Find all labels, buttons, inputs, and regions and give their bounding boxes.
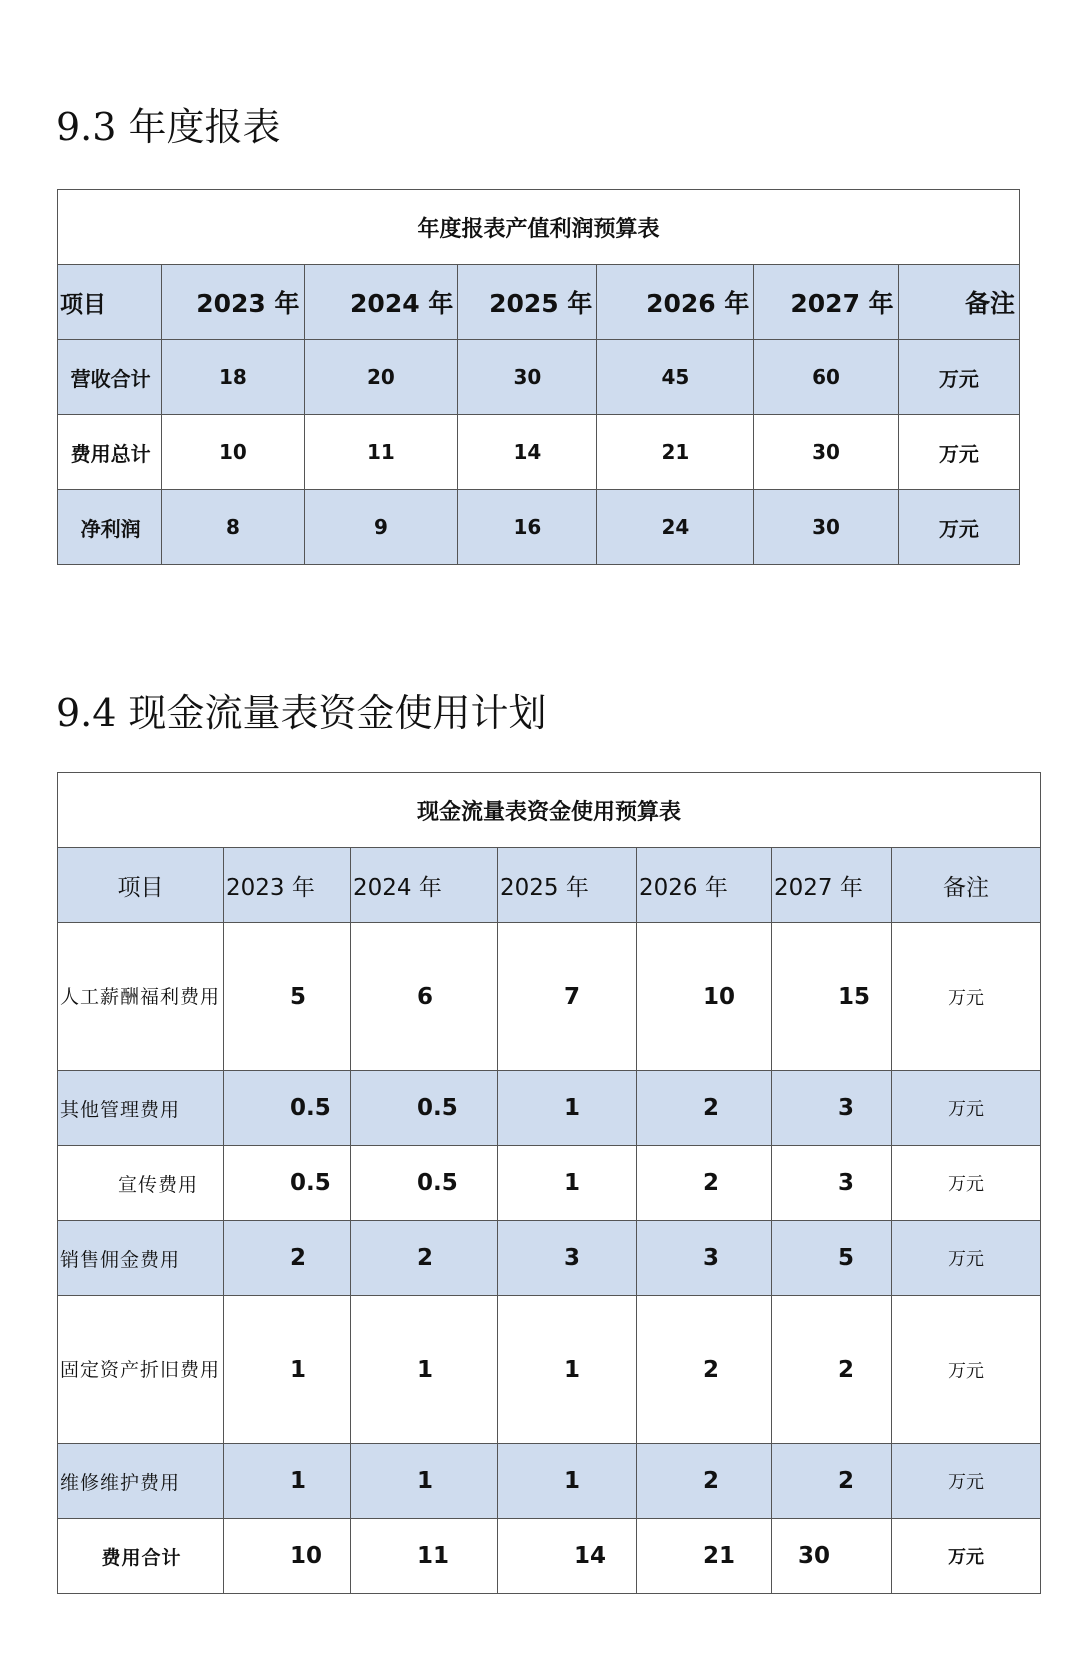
value-cell: 15 — [772, 923, 892, 1071]
value-cell: 9 — [304, 490, 458, 565]
value-cell: 11 — [351, 1519, 498, 1594]
table-row — [58, 415, 1020, 490]
unit-cell: 万元 — [892, 923, 1041, 1071]
value-cell: 2 — [637, 1071, 772, 1146]
table-row — [58, 1146, 1041, 1221]
table-title: 现金流量表资金使用预算表 — [58, 773, 1041, 848]
header-cell: 2026 年 — [637, 848, 772, 923]
value-cell: 1 — [498, 1146, 637, 1221]
header-cell: 2025 年 — [458, 265, 597, 340]
value-cell: 10 — [162, 415, 304, 490]
value-cell: 10 — [637, 923, 772, 1071]
value-cell: 8 — [162, 490, 304, 565]
value-cell: 0.5 — [224, 1146, 351, 1221]
table-row — [58, 340, 1020, 415]
value-cell: 21 — [597, 415, 754, 490]
unit-cell: 万元 — [898, 490, 1019, 565]
row-label: 净利润 — [58, 490, 162, 565]
unit-cell: 万元 — [898, 415, 1019, 490]
value-cell: 5 — [224, 923, 351, 1071]
table-row — [58, 1296, 1041, 1444]
row-label: 人工薪酬福利费用 — [58, 923, 224, 1071]
value-cell: 14 — [498, 1519, 637, 1594]
section-heading-annual-report: 9.3 年度报表 — [56, 105, 281, 149]
row-label: 费用合计 — [58, 1519, 224, 1594]
table-header-row — [58, 848, 1041, 923]
value-cell: 21 — [637, 1519, 772, 1594]
header-cell: 项目 — [58, 848, 224, 923]
unit-cell: 万元 — [892, 1146, 1041, 1221]
cash-flow-budget-table — [57, 772, 1041, 1594]
value-cell: 20 — [304, 340, 458, 415]
unit-cell: 万元 — [892, 1296, 1041, 1444]
annual-budget-table — [57, 189, 1020, 565]
value-cell: 24 — [597, 490, 754, 565]
value-cell: 2 — [224, 1221, 351, 1296]
header-cell: 2023 年 — [224, 848, 351, 923]
value-cell: 3 — [772, 1071, 892, 1146]
table-row — [58, 1071, 1041, 1146]
table-title: 年度报表产值利润预算表 — [58, 190, 1020, 265]
row-label: 宣传费用 — [58, 1146, 224, 1221]
header-cell: 2027 年 — [754, 265, 898, 340]
value-cell: 30 — [754, 490, 898, 565]
table-row — [58, 1444, 1041, 1519]
value-cell: 3 — [772, 1146, 892, 1221]
header-cell: 2027 年 — [772, 848, 892, 923]
header-cell: 2024 年 — [304, 265, 458, 340]
row-label: 维修维护费用 — [58, 1444, 224, 1519]
value-cell: 60 — [754, 340, 898, 415]
value-cell: 45 — [597, 340, 754, 415]
value-cell: 1 — [224, 1444, 351, 1519]
header-cell: 2025 年 — [498, 848, 637, 923]
table-row — [58, 490, 1020, 565]
unit-cell: 万元 — [898, 340, 1019, 415]
value-cell: 1 — [224, 1296, 351, 1444]
table-row-total — [58, 1519, 1041, 1594]
row-label: 营收合计 — [58, 340, 162, 415]
value-cell: 16 — [458, 490, 597, 565]
value-cell: 11 — [304, 415, 458, 490]
value-cell: 2 — [351, 1221, 498, 1296]
row-label: 费用总计 — [58, 415, 162, 490]
value-cell: 2 — [772, 1296, 892, 1444]
header-cell: 项目 — [58, 265, 162, 340]
value-cell: 0.5 — [224, 1071, 351, 1146]
value-cell: 18 — [162, 340, 304, 415]
header-cell: 备注 — [892, 848, 1041, 923]
value-cell: 1 — [498, 1071, 637, 1146]
row-label: 销售佣金费用 — [58, 1221, 224, 1296]
unit-cell: 万元 — [892, 1444, 1041, 1519]
value-cell: 3 — [498, 1221, 637, 1296]
unit-cell: 万元 — [892, 1071, 1041, 1146]
value-cell: 1 — [498, 1296, 637, 1444]
value-cell: 1 — [351, 1296, 498, 1444]
table-header-row — [58, 265, 1020, 340]
value-cell: 1 — [351, 1444, 498, 1519]
unit-cell: 万元 — [892, 1221, 1041, 1296]
value-cell: 2 — [637, 1296, 772, 1444]
header-cell: 备注 — [898, 265, 1019, 340]
table-row — [58, 923, 1041, 1071]
value-cell: 0.5 — [351, 1071, 498, 1146]
value-cell: 30 — [772, 1519, 892, 1594]
header-cell: 2023 年 — [162, 265, 304, 340]
value-cell: 5 — [772, 1221, 892, 1296]
value-cell: 1 — [498, 1444, 637, 1519]
unit-cell: 万元 — [892, 1519, 1041, 1594]
value-cell: 30 — [754, 415, 898, 490]
value-cell: 2 — [637, 1146, 772, 1221]
row-label: 固定资产折旧费用 — [58, 1296, 224, 1444]
value-cell: 10 — [224, 1519, 351, 1594]
value-cell: 6 — [351, 923, 498, 1071]
row-label: 其他管理费用 — [58, 1071, 224, 1146]
value-cell: 3 — [637, 1221, 772, 1296]
value-cell: 14 — [458, 415, 597, 490]
value-cell: 2 — [772, 1444, 892, 1519]
value-cell: 0.5 — [351, 1146, 498, 1221]
value-cell: 30 — [458, 340, 597, 415]
header-cell: 2026 年 — [597, 265, 754, 340]
value-cell: 2 — [637, 1444, 772, 1519]
header-cell: 2024 年 — [351, 848, 498, 923]
section-heading-cash-flow: 9.4 现金流量表资金使用计划 — [56, 691, 547, 735]
value-cell: 7 — [498, 923, 637, 1071]
table-row — [58, 1221, 1041, 1296]
